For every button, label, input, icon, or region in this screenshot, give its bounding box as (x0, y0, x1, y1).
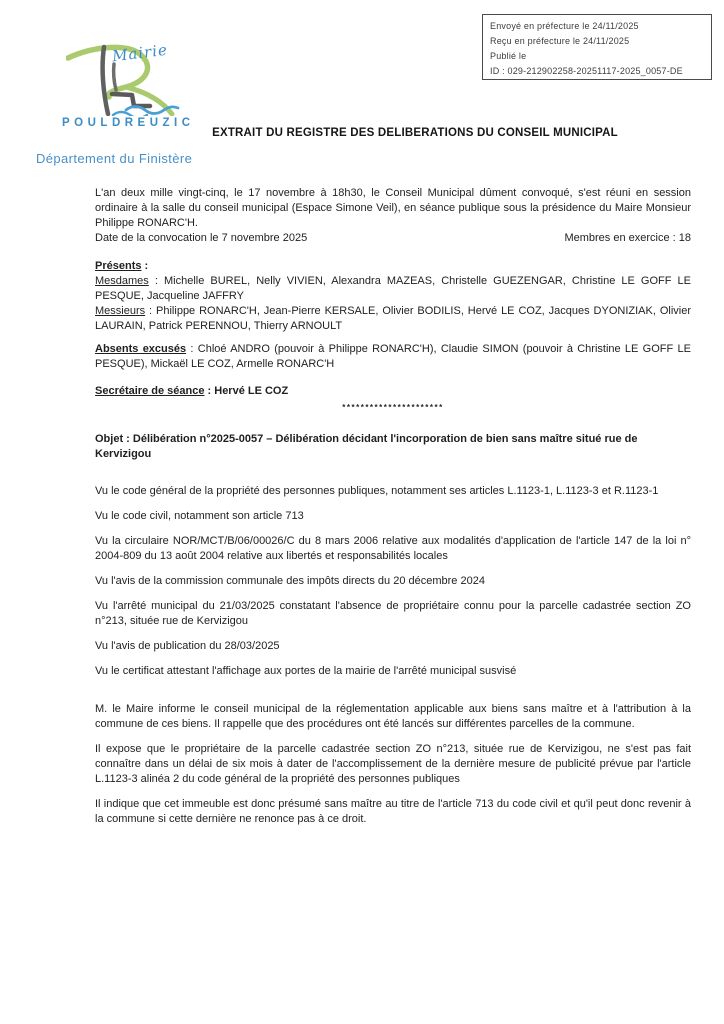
commune-logo (60, 42, 230, 129)
stamp-line-envoye: Envoyé en préfecture le 24/11/2025 (490, 21, 639, 31)
stamp-line-id: ID : 029-212902258-20251117-2025_0057-DE (490, 66, 683, 76)
membres-en-exercice: Membres en exercice : 18 (564, 232, 691, 244)
convocation-row (95, 231, 691, 246)
messieurs-paragraph (95, 304, 691, 334)
mesdames-paragraph (95, 274, 691, 304)
town-name: POULDREUZIC (62, 117, 195, 129)
absents-paragraph (95, 342, 691, 372)
messieurs-names: : Philippe RONARC'H, Jean-Pierre KERSALE, Olivier BODILIS, Hervé LE COZ, Jacques DYONIZIAK, Olivier LAURAIN, Patrick PERENNOU, Thierry ARNOULT (95, 305, 691, 332)
presents-heading (95, 259, 691, 274)
vu-clause: Vu le code général de la propriété des personnes publiques, notamment ses articles L.1123-1, L.1123-3 et R.1123-1 (95, 485, 659, 497)
body-paragraph: M. le Maire informe le conseil municipal de la réglementation applicable aux biens sans maître et à l'attribution à la commune de ces biens. Il rappelle que des procédures ont été lancés sur différentes parcelles de la commune. (95, 703, 691, 730)
vu-clause: Vu l'avis de la commission communale des impôts directs du 20 décembre 2024 (95, 575, 485, 587)
vu-clause: Vu le code civil, notamment son article 713 (95, 510, 304, 522)
mesdames-label: Mesdames (95, 275, 149, 287)
prefecture-stamp-box (482, 14, 712, 80)
secretaire-label: Secrétaire de séance (95, 385, 205, 397)
mairie-script-text: Mairie (111, 40, 169, 66)
vu-clause: Vu la circulaire NOR/MCT/B/06/00026/C du 8 mars 2006 relative aux modalités d'application de l'article 147 de la loi n° 2004-809 du 13 août 2004 relative aux libertés et responsabilités locales (95, 535, 691, 562)
vu-clause: Vu le certificat attestant l'affichage aux portes de la mairie de l'arrêté municipal susvisé (95, 665, 517, 677)
absents-names: : Chloé ANDRO (pouvoir à Philippe RONARC'H), Claudie SIMON (pouvoir à Christine LE GOFF LE PESQUE), Mickaël LE COZ, Armelle RONARC'H (95, 343, 691, 370)
secretaire-paragraph (95, 384, 691, 399)
objet-paragraph: Objet : Délibération n°2025-0057 – Délibération décidant l'incorporation de bien sans maître situé rue de Kervizigou (95, 433, 638, 460)
mesdames-names: : Michelle BUREL, Nelly VIVIEN, Alexandra MAZEAS, Christelle GUEZENGAR, Christine LE GOFF LE PESQUE, Jacqueline JAFFRY (95, 275, 691, 302)
document-body (95, 186, 691, 827)
asterisk-separator: ********************** (342, 403, 444, 412)
presents-colon: : (141, 260, 149, 272)
body-paragraph: Il indique que cet immeuble est donc présumé sans maître au titre de l'article 713 du code civil et qu'il peut donc revenir à la commune si cette dernière ne renonce pas à ce droit. (95, 798, 691, 825)
absents-label: Absents excusés (95, 343, 187, 355)
messieurs-label: Messieurs (95, 305, 146, 317)
stamp-line-recu: Reçu en préfecture le 24/11/2025 (490, 36, 630, 46)
body-paragraph: Il expose que le propriétaire de la parcelle cadastrée section ZO n°213, située rue de Kervizigou, ne s'est pas fait connaître dans un délai de six mois à dater de l'accomplissement de la dernière mesure de publicité prévue par l'article L.1123-3 alinéa 2 du code général de la propriété des personnes publiques (95, 743, 691, 785)
presents-label: Présents (95, 260, 142, 272)
department-name: Département du Finistère (36, 151, 193, 166)
document-title: EXTRAIT DU REGISTRE DES DELIBERATIONS DU CONSEIL MUNICIPAL (212, 127, 618, 139)
stamp-line-publie: Publié le (490, 51, 527, 61)
vu-clause: Vu l'arrêté municipal du 21/03/2025 constatant l'absence de propriétaire connu pour la parcelle cadastrée section ZO n°213, située rue de Kervizigou (95, 600, 691, 627)
secretaire-name: : Hervé LE COZ (204, 385, 289, 397)
vu-clause: Vu l'avis de publication du 28/03/2025 (95, 640, 280, 652)
intro-paragraph: L'an deux mille vingt-cinq, le 17 novembre à 18h30, le Conseil Municipal dûment convoqué, s'est réuni en session ordinaire à la salle du conseil municipal (Espace Simone Veil), en séance publique sous la présidence du Maire Monsieur Philippe RONARC'H. (95, 187, 691, 229)
convocation-date: Date de la convocation le 7 novembre 2025 (95, 232, 308, 244)
